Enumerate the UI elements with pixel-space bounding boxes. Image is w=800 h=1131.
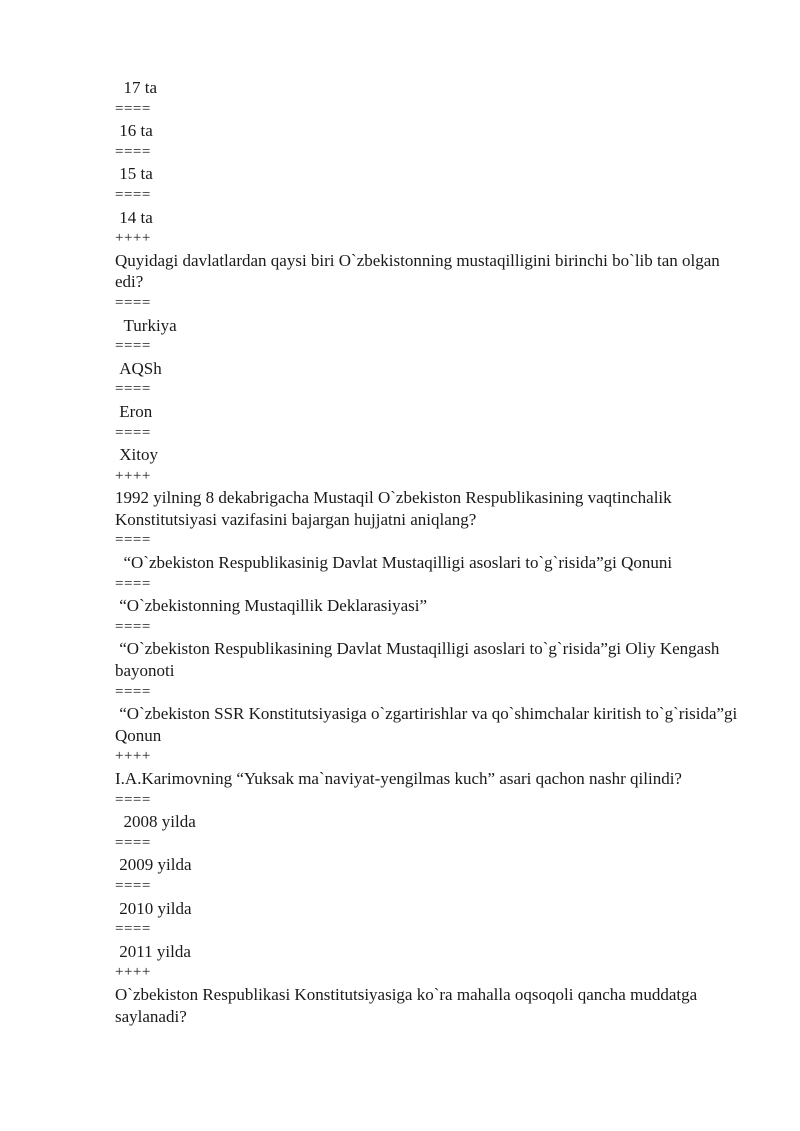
separator-line: ==== [115,381,151,398]
question-text: I.A.Karimovning “Yuksak ma`naviyat-yengilmas kuch” asari qachon nashr qilindi? [115,769,682,788]
separator-line: ==== [115,575,151,592]
answer-option: 15 ta [115,164,153,184]
separator-line: ==== [115,877,151,894]
separator-line: ==== [115,532,151,549]
answer-option: “O`zbekiston Respublikasinig Davlat Mustaqilligi asoslari to`g`risida”gi Qonuni [115,553,673,573]
separator-line: ==== [115,618,151,635]
separator-line: ++++ [115,230,151,247]
answer-option: 2009 yilda [115,855,192,875]
answer-option: AQSh [115,358,162,378]
separator-line: ==== [115,791,151,808]
separator-line: ++++ [115,964,151,981]
answer-option: 14 ta [115,207,153,227]
answer-option: Eron [115,401,153,421]
separator-line: ==== [115,338,151,355]
separator-line: ==== [115,921,151,938]
answer-option: 2010 yilda [115,898,192,918]
document-body [115,77,745,1027]
question-text: Quyidagi davlatlardan qaysi biri O`zbekistonning mustaqilligini birinchi bo`lib tan olgan edi? [115,250,725,292]
separator-line: ==== [115,143,151,160]
answer-option: “O`zbekistonning Mustaqillik Deklarasiyasi” [115,596,428,616]
separator-line: ++++ [115,748,151,765]
answer-option: 17 ta [115,78,158,97]
separator-line: ==== [115,186,151,203]
answer-option: 2008 yilda [115,812,196,832]
answer-option: “O`zbekiston Respublikasining Davlat Mustaqilligi asoslari to`g`risida”gi Oliy Kengash bayonoti [115,639,724,681]
question-text: O`zbekiston Respublikasi Konstitutsiyasiga ko`ra mahalla oqsoqoli qancha muddatga saylanadi? [115,984,702,1026]
answer-option: Turkiya [115,315,177,335]
answer-option: “O`zbekiston SSR Konstitutsiyasiga o`zgartirishlar va qo`shimchalar kiritish to`g`risida”gi Qonun [115,704,742,745]
separator-line: ==== [115,100,151,117]
separator-line: ==== [115,683,151,700]
separator-line: ==== [115,834,151,851]
separator-line: ++++ [115,467,151,484]
answer-option: 2011 yilda [115,941,191,961]
answer-option: Xitoy [115,445,158,465]
answer-option: 16 ta [115,121,153,141]
separator-line: ==== [115,294,151,311]
separator-line: ==== [115,424,151,441]
question-text: 1992 yilning 8 dekabrigacha Mustaqil O`zbekiston Respublikasining vaqtinchalik Konstitutsiyasi vazifasini bajargan hujjatni aniqlang? [115,488,676,529]
